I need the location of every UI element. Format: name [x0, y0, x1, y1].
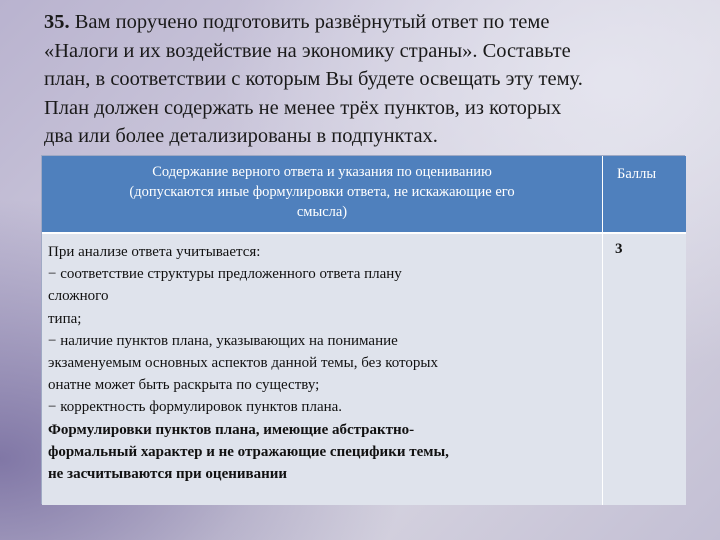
criteria-cell — [42, 234, 603, 505]
task-line: Вам поручено подготовить развёрнутый ответ по теме — [69, 11, 550, 33]
criteria-bold-line: не засчитываются при оценивании — [48, 466, 288, 483]
task-line: план, в соответствии с которым Вы будете освещать эту тему. — [44, 68, 583, 91]
criteria-line: онатне может быть раскрыта по существу; — [48, 377, 320, 394]
task-statement — [44, 8, 704, 151]
header-points-cell — [603, 156, 686, 234]
criteria-line: − соответствие структуры предложенного ответа плану — [48, 266, 402, 283]
header-criteria-line: (допускаются иные формулировки ответа, не искажающие его — [129, 184, 515, 200]
task-line: План должен содержать не менее трёх пунктов, из которых — [44, 96, 562, 119]
header-criteria-line: Содержание верного ответа и указания по оцениванию — [152, 164, 492, 180]
task-line: «Налоги и их воздействие на экономику страны». Составьте — [44, 39, 571, 62]
header-criteria-line: смысла) — [296, 204, 348, 220]
header-criteria-cell — [42, 156, 603, 234]
criteria-line: − корректность формулировок пунктов плана. — [48, 399, 343, 416]
criteria-line: − наличие пунктов плана, указывающих на понимание — [48, 332, 398, 349]
criteria-line: сложного — [48, 288, 109, 305]
points-value: 3 — [615, 241, 623, 257]
task-number: 35. — [44, 11, 70, 33]
criteria-line: экзаменуемым основных аспектов данной темы, без которых — [48, 355, 438, 372]
points-cell — [603, 234, 686, 505]
task-line: два или более детализированы в подпунктах. — [44, 125, 438, 148]
criteria-line: При анализе ответа учитывается: — [48, 244, 261, 260]
criteria-bold-line: Формулировки пунктов плана, имеющие абстрактно- — [48, 421, 415, 438]
criteria-bold-line: формальный характер и не отражающие специфики темы, — [48, 443, 449, 460]
criteria-line: типа; — [48, 310, 82, 327]
header-points-label: Баллы — [617, 166, 657, 182]
grading-table — [41, 155, 685, 504]
